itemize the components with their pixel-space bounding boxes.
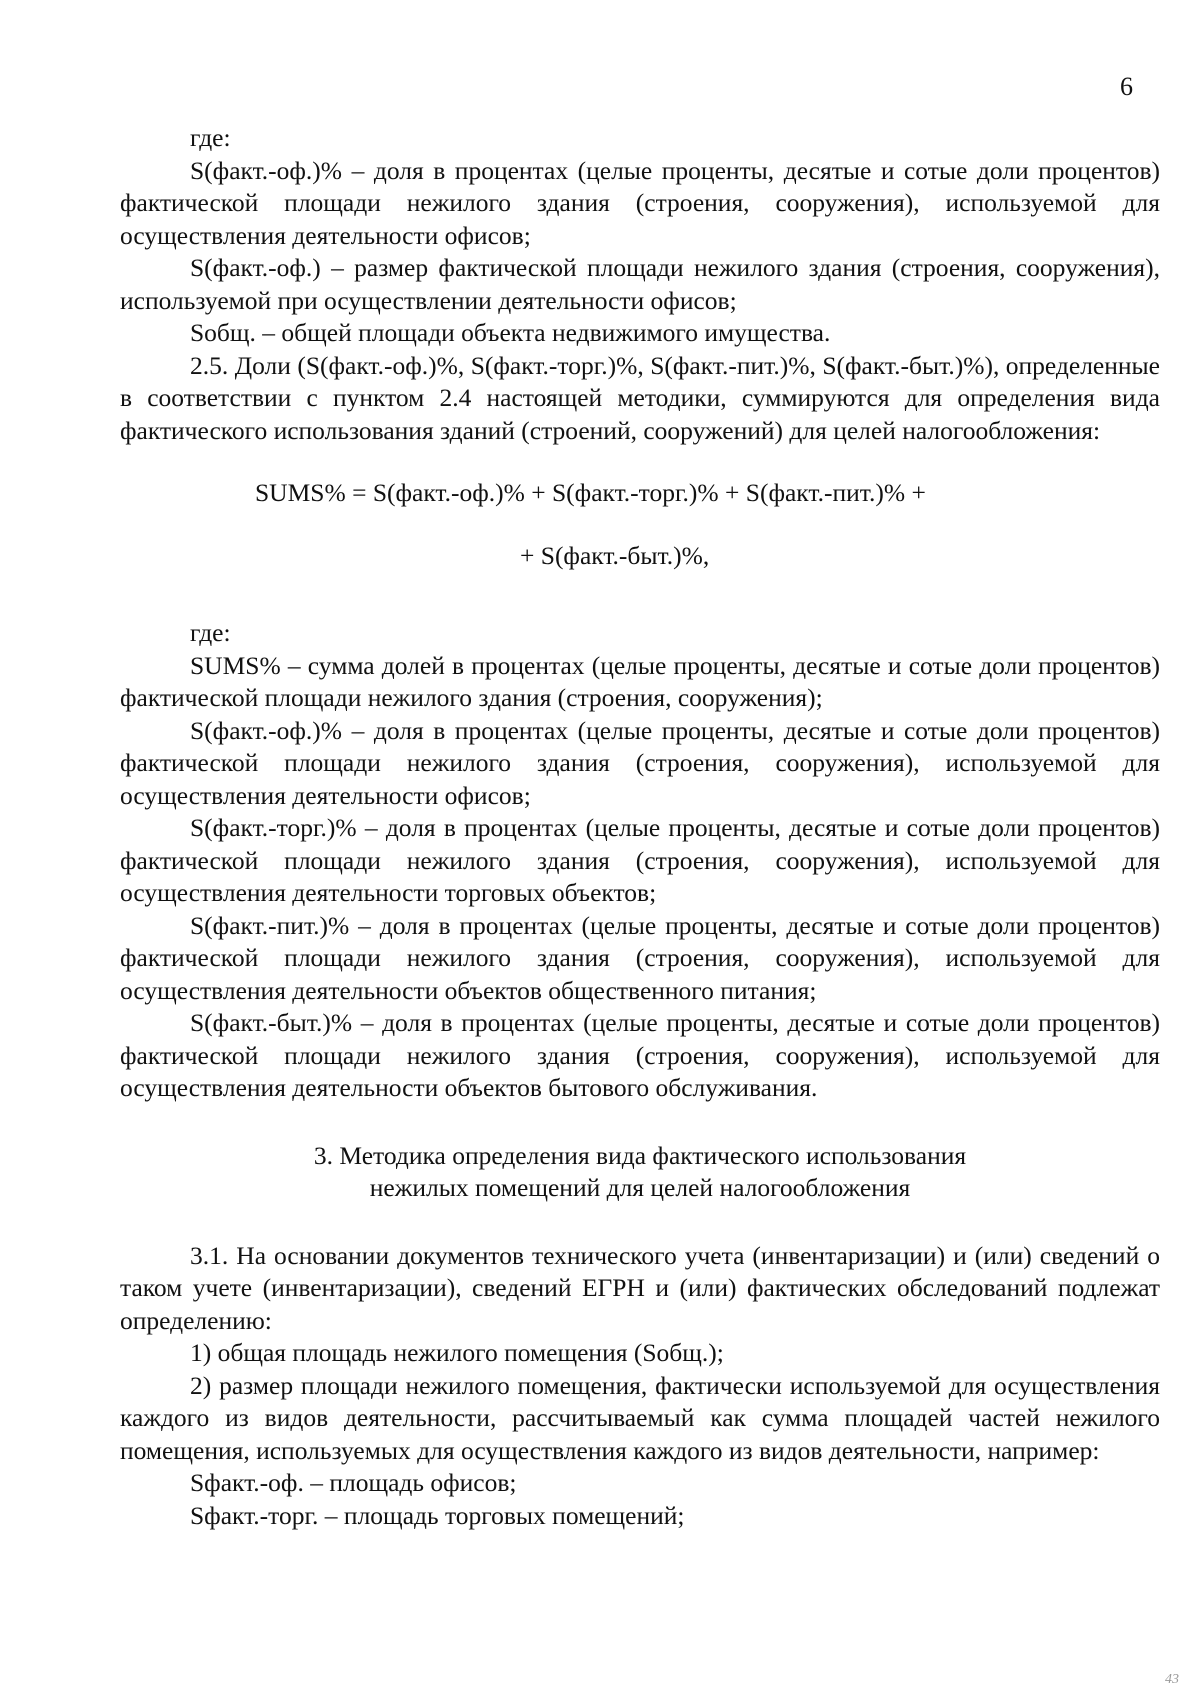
definition-office-share-2: S(факт.-оф.)% – доля в процентах (целые проценты, десятые и сотые доли процентов) фактической площади нежилого здания (строения, сооружения), используемой для осуществления деятельности офисов; <box>120 715 1160 810</box>
definition-office-area: S(факт.-оф.) – размер фактической площади нежилого здания (строения, сооружения), используемой при осуществлении деятельности офисов; <box>120 253 1160 315</box>
definition-trade-area-short: Sфакт.-торг. – площадь торговых помещений; <box>190 1500 685 1530</box>
definition-catering-share: S(факт.-пит.)% – доля в процентах (целые проценты, десятые и сотые доли процентов) фактической площади нежилого здания (строения, сооружения), используемой для осуществления деятельности объектов общественного питания; <box>120 910 1160 1005</box>
definition-total-area: Sобщ. – общей площади объекта недвижимого имущества. <box>190 318 831 347</box>
document-body <box>120 122 1160 1532</box>
definition-consumer-services-share: S(факт.-быт.)% – доля в процентах (целые проценты, десятые и сотые доли процентов) фактической площади нежилого здания (строения, сооружения), используемой для осуществления деятельности объектов бытового обслуживания. <box>120 1008 1160 1102</box>
section-title-line-1: 3. Методика определения вида фактического использования <box>313 1140 967 1170</box>
list-item-2: 2) размер площади нежилого помещения, фактически используемой для осуществления каждого из видов деятельности, рассчитываемый как сумма площадей частей нежилого помещения, используемых для осуществления каждого из видов деятельности, например: <box>120 1370 1160 1465</box>
section-title-line-2: нежилых помещений для целей налогообложения <box>369 1173 911 1202</box>
definition-trade-share: S(факт.-торг.)% – доля в процентах (целые проценты, десятые и сотые доли процентов) фактической площади нежилого здания (строения, сооружения), используемой для осуществления деятельности торговых объектов; <box>120 813 1160 907</box>
definition-office-area-short: Sфакт.-оф. – площадь офисов; <box>190 1468 517 1497</box>
definition-sums: SUMS% – сумма долей в процентах (целые проценты, десятые и сотые доли процентов) фактической площади нежилого здания (строения, сооружения); <box>120 650 1160 712</box>
definition-office-share: S(факт.-оф.)% – доля в процентах (целые проценты, десятые и сотые доли процентов) фактической площади нежилого здания (строения, сооружения), используемой для осуществления деятельности офисов; <box>120 155 1160 250</box>
clause-2-5: 2.5. Доли (S(факт.-оф.)%, S(факт.-торг.)%, S(факт.-пит.)%, S(факт.-быт.)%), определенные в соответствии с пунктом 2.4 настоящей методики, суммируются для определения вида фактического использования зданий (строений, сооружений) для целей налогообложения: <box>120 350 1160 445</box>
paragraph-where-1: где: <box>190 123 231 152</box>
formula-line-1: SUMS% = S(факт.-оф.)% + S(факт.-торг.)% + S(факт.-пит.)% + <box>255 478 926 507</box>
clause-3-1: 3.1. На основании документов технического учета (инвентаризации) и (или) сведений о таком учете (инвентаризации), сведений ЕГРН и (или) фактических обследований подлежат определению: <box>120 1240 1160 1335</box>
section-3-title <box>120 1140 1160 1205</box>
formula-line-2: + S(факт.-быт.)%, <box>520 540 710 570</box>
corner-stamp-mark: 43 <box>1165 1672 1179 1687</box>
paragraph-where-2: где: <box>190 618 231 647</box>
page-number: 6 <box>1120 72 1133 101</box>
list-item-1: 1) общая площадь нежилого помещения (Sобщ.); <box>190 1338 724 1367</box>
